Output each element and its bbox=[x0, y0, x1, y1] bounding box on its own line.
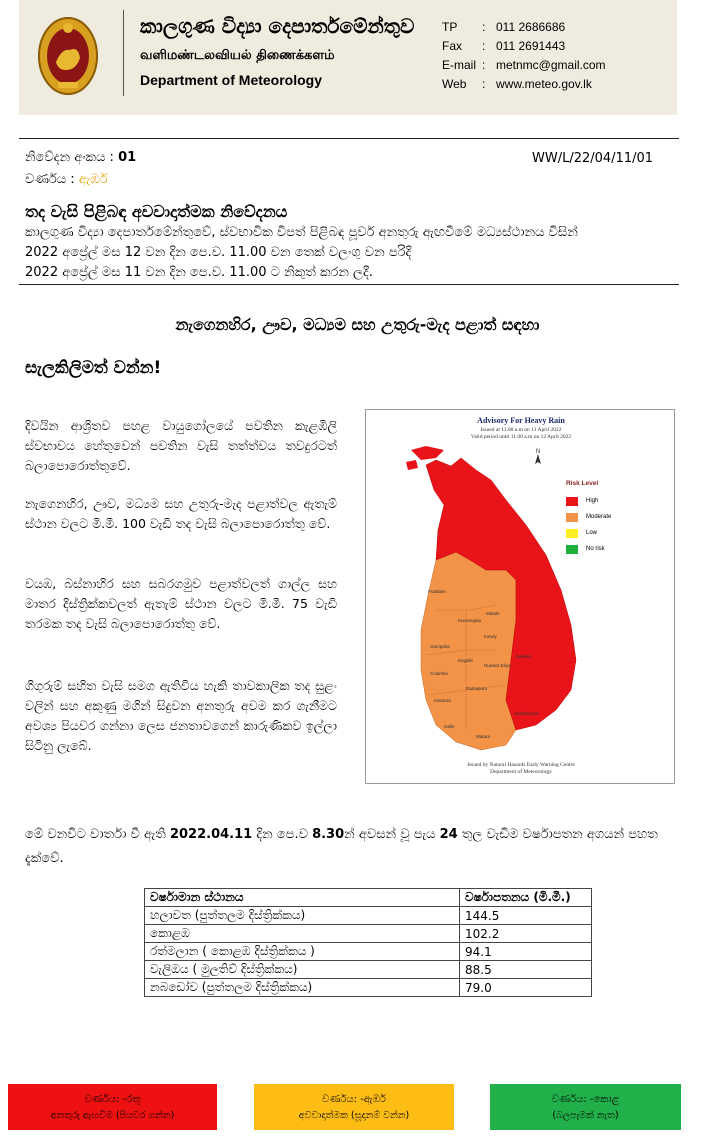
table-row bbox=[145, 907, 592, 925]
contact-fax: Fax : 011 2691443 bbox=[442, 39, 566, 53]
svg-text:Nuwara Eliya: Nuwara Eliya bbox=[484, 663, 511, 668]
colour-box-red-title: වර්ණය: -රතු bbox=[84, 1094, 141, 1105]
dept-name-sinhala: කාලගුණ විද්‍යා දෙපාර්තමේන්තුව bbox=[140, 14, 415, 38]
svg-text:Gampaha: Gampaha bbox=[430, 644, 450, 649]
legend-item-no-risk: No risk bbox=[566, 541, 611, 557]
colour-box-green-title: වර්ණය: -කොළ bbox=[551, 1094, 620, 1105]
legend-item-high: High bbox=[566, 493, 611, 509]
rainfall-table bbox=[144, 888, 592, 997]
notice-line-3: 2022 අප්‍රේල් මස 11 වන දින පෙ.ව. 11.00 ට නිකුත් කරන ලදී. bbox=[25, 265, 373, 280]
region-subtitle: නැගෙනහිර, ඌව, මධ්‍යම සහ උතුරු-මැද පළාත් සඳහා bbox=[175, 315, 540, 334]
colour-box-red bbox=[8, 1084, 217, 1130]
advisory-map bbox=[365, 409, 675, 784]
svg-text:N: N bbox=[535, 449, 541, 455]
svg-text:Kalutara: Kalutara bbox=[434, 698, 451, 703]
colour-box-green bbox=[490, 1084, 681, 1130]
station-cell: නබඩෝව (පුත්තලම දිස්ත්‍රික්කය) bbox=[145, 979, 460, 997]
table-row bbox=[145, 943, 592, 961]
station-cell: රත්මලාන ( කොළඹ දිස්ත්‍රික්කය ) bbox=[145, 943, 460, 961]
map-valid: Valid period until 11.00 a.m on 12 April 2022 bbox=[470, 434, 572, 440]
contact-block bbox=[442, 18, 606, 94]
north-arrow-icon bbox=[535, 449, 541, 464]
colour-box-amber bbox=[254, 1084, 454, 1130]
table-row bbox=[145, 979, 592, 997]
notice-line-2: 2022 අප්‍රේල් මස 12 වන දින පෙ.ව. 11.00 වන තෙක් වලංගු වන පරිදි bbox=[25, 245, 412, 260]
table-row bbox=[145, 925, 592, 943]
caution-heading: සැලකිලිමත් වන්න! bbox=[25, 358, 162, 378]
svg-text:Kegalle: Kegalle bbox=[458, 658, 474, 663]
notice-number-line: නිවේදන අංකය : 01 bbox=[25, 150, 137, 165]
legend-item-moderate: Moderate bbox=[566, 509, 611, 525]
colour-box-red-desc: අනතුරු ඇඟවීම (පියවර ගන්න) bbox=[50, 1110, 175, 1121]
letterhead bbox=[19, 0, 677, 115]
sri-lanka-map bbox=[366, 410, 676, 785]
contact-email: E-mail : metnmc@gmail.com bbox=[442, 58, 606, 72]
rainfall-cell: 94.1 bbox=[460, 943, 592, 961]
contact-web: Web : www.meteo.gov.lk bbox=[442, 77, 592, 91]
colour-line: වර්ණය : ඇඹර් bbox=[25, 172, 108, 187]
table-row bbox=[145, 961, 592, 979]
header-divider bbox=[123, 10, 124, 96]
notice-line-1: කාලගුණ විද්‍යා දෙපාර්තමේන්තුවේ, ස්වභාවික විපත් පිළිබඳ පූර්ව අනතුරු ඇඟවීමේ මධ්‍යස්ථානය විසින් bbox=[25, 225, 578, 240]
svg-text:Puttalam: Puttalam bbox=[428, 589, 446, 594]
svg-text:Matale: Matale bbox=[486, 611, 500, 616]
header-rule bbox=[19, 138, 679, 139]
svg-text:Kandy: Kandy bbox=[484, 634, 497, 639]
body-paragraph-1: දිවයින ආශ්‍රිතව පහළ වායුගෝලයේ පවතින කැළඹිලි ස්වභාවය හේතුවෙන් පවතින වැසි තත්ත්වය තවදුරටත් බලාපොරොත්තුවේ. bbox=[25, 418, 337, 473]
svg-text:Kurunegala: Kurunegala bbox=[458, 618, 482, 623]
notice-code: WW/L/22/04/11/01 bbox=[532, 151, 654, 166]
rainfall-cell: 88.5 bbox=[460, 961, 592, 979]
colour-box-amber-title: වර්ණය: -ඇඹර් bbox=[322, 1094, 386, 1105]
svg-text:Galle: Galle bbox=[444, 724, 455, 729]
map-issued: Issued at 11.00 a.m on 11 April 2022 bbox=[480, 427, 562, 433]
station-cell: වැලිඔය ( මුලතිව් දිස්ත්‍රික්කය) bbox=[145, 961, 460, 979]
rainfall-cell: 79.0 bbox=[460, 979, 592, 997]
table-header-row bbox=[145, 889, 592, 907]
map-footer-1: Issued by Natural Hazards Early Warning Centre bbox=[467, 762, 575, 768]
svg-text:Colombo: Colombo bbox=[430, 671, 449, 676]
colour-box-amber-desc: අවවාදාත්මක (සූදානම් වන්න) bbox=[298, 1110, 410, 1121]
moderate-risk-region bbox=[421, 552, 516, 750]
header-station: වර්ෂාමාන ස්ථානය bbox=[145, 889, 460, 907]
map-legend bbox=[566, 480, 611, 557]
rainfall-cell: 144.5 bbox=[460, 907, 592, 925]
station-cell: කොළඹ bbox=[145, 925, 460, 943]
map-title: Advisory For Heavy Rain bbox=[477, 416, 565, 425]
body-paragraph-2: නැගෙනහිර, ඌව, මධ්‍යම සහ උතුරු-මැද පළාත්වල ඇතැම් ස්ථාන වලට මි.මී. 100 වැඩි තද වැසි බලාපොරොත්තු වේ. bbox=[25, 496, 337, 531]
dept-name-english: Department of Meteorology bbox=[140, 72, 323, 88]
contact-tp: TP : 011 2686686 bbox=[442, 20, 566, 34]
sri-lanka-emblem-icon bbox=[36, 12, 100, 98]
body-paragraph-3: වයඹ, බස්නාහිර සහ සබරගමුව පළාත්වලත් ගාල්ල සහ මාතර දිස්ත්‍රික්කවලත් ඇතැම් ස්ථාන වලට මි.මී. 75 වැඩි තරමක තද වැසි බලාපොරොත්තු වේ. bbox=[25, 576, 337, 631]
svg-text:Hambantota: Hambantota bbox=[514, 711, 539, 716]
notice-title: තද වැසි පිළිබඳ අවවාදාත්මක නිවේදනය bbox=[25, 202, 288, 221]
station-cell: හලාවත (පුත්තලම දිස්ත්‍රික්කය) bbox=[145, 907, 460, 925]
mannar-island bbox=[406, 460, 418, 470]
svg-text:Ratnapura: Ratnapura bbox=[466, 686, 488, 691]
legend-title: Risk Level bbox=[566, 480, 599, 487]
map-footer-2: Department of Meteorology bbox=[490, 769, 552, 775]
rainfall-cell: 102.2 bbox=[460, 925, 592, 943]
colour-box-green-desc: (බලපෑමක් නැත) bbox=[552, 1110, 619, 1121]
svg-text:Badulla: Badulla bbox=[516, 654, 532, 659]
svg-text:Matara: Matara bbox=[476, 734, 491, 739]
rainfall-intro: මේ වනවිට වාර්තා වී ඇති 2022.04.11 දින පෙ.ව 8.30න් අවසන් වූ පැය 24 තුල වැඩිම වර්ෂාපතන අගයන් පහත දැක්වේ. bbox=[25, 827, 658, 866]
header-rainfall: වර්ෂාපතනය (මි.මී.) bbox=[460, 889, 592, 907]
legend-item-low: Low bbox=[566, 525, 611, 541]
jaffna-region bbox=[411, 446, 444, 460]
body-paragraph-4: ගිගුරුම් සහිත වැසි සමග ඇතිවිය හැකි තාවකාලික තද සුළං වලින් සහ අකුණු මගින් සිදුවන අනතුරු අවම කර ගැනීමට අවශ්‍ය පියවර ගන්නා ලෙස ජනතාවගෙන් කාරුණිකව ඉල්ලා සිටිනු ලැබේ. bbox=[25, 678, 337, 753]
notice-rule bbox=[19, 284, 679, 285]
dept-name-tamil: வளிமண்டலவியல் திணைக்களம் bbox=[140, 48, 335, 63]
